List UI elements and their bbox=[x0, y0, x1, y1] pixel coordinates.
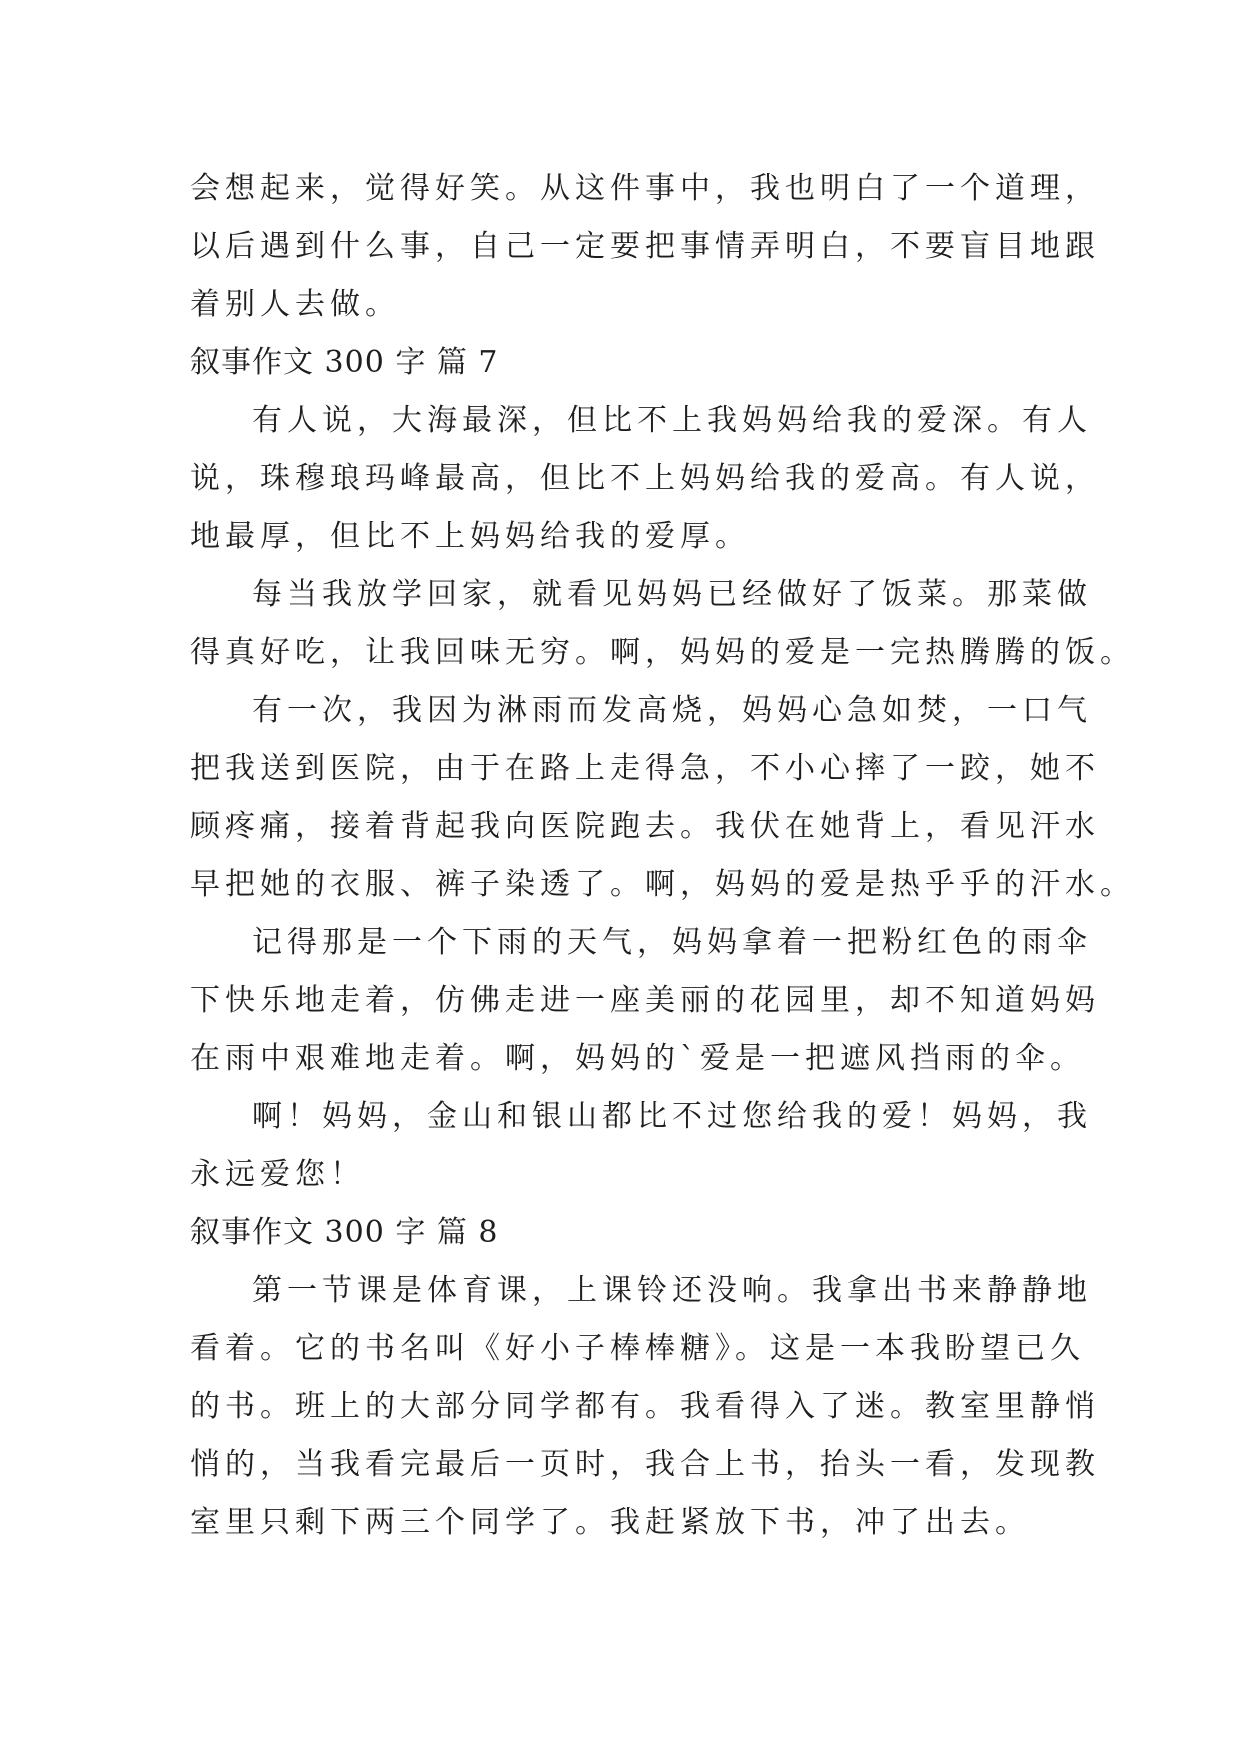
text-line: 地最厚，但比不上妈妈给我的爱厚。 bbox=[190, 519, 750, 554]
text-line: 得真好吃，让我回味无穷。啊，妈妈的爱是一完热腾腾的饭。 bbox=[190, 635, 1135, 670]
text-line: 的书。班上的大部分同学都有。我看得入了迷。教室里静悄 bbox=[190, 1389, 1100, 1424]
text-line: 室里只剩下两三个同学了。我赶紧放下书，冲了出去。 bbox=[190, 1505, 1030, 1540]
text-line: 永远爱您！ bbox=[190, 1157, 365, 1192]
paragraph-first-line: 第一节课是体育课，上课铃还没响。我拿出书来静静地 bbox=[252, 1273, 1092, 1308]
section-heading: 叙事作文 300 字 篇 8 bbox=[190, 1215, 499, 1250]
paragraph-first-line: 每当我放学回家，就看见妈妈已经做好了饭菜。那菜做 bbox=[252, 577, 1092, 612]
document-body bbox=[190, 160, 1135, 1552]
text-line: 把我送到医院，由于在路上走得急，不小心摔了一跤，她不 bbox=[190, 751, 1100, 786]
text-line: 在雨中艰难地走着。啊，妈妈的`爱是一把遮风挡雨的伞。 bbox=[190, 1041, 1085, 1076]
paragraph-first-line: 有一次，我因为淋雨而发高烧，妈妈心急如焚，一口气 bbox=[252, 693, 1092, 728]
text-line: 着别人去做。 bbox=[190, 287, 400, 322]
paragraph-first-line: 有人说，大海最深，但比不上我妈妈给我的爱深。有人 bbox=[252, 403, 1092, 438]
paragraph-first-line: 记得那是一个下雨的天气，妈妈拿着一把粉红色的雨伞 bbox=[252, 925, 1092, 960]
section-heading: 叙事作文 300 字 篇 7 bbox=[190, 345, 499, 380]
text-line: 看着。它的书名叫《好小子棒棒糖》。这是一本我盼望已久 bbox=[190, 1331, 1085, 1366]
text-line: 悄的，当我看完最后一页时，我合上书，抬头一看，发现教 bbox=[190, 1447, 1100, 1482]
paragraph-first-line: 啊！妈妈，金山和银山都比不过您给我的爱！妈妈，我 bbox=[252, 1099, 1092, 1134]
text-line: 说，珠穆琅玛峰最高，但比不上妈妈给我的爱高。有人说， bbox=[190, 461, 1100, 496]
text-line: 顾疼痛，接着背起我向医院跑去。我伏在她背上，看见汗水 bbox=[190, 809, 1100, 844]
text-line: 以后遇到什么事，自己一定要把事情弄明白，不要盲目地跟 bbox=[190, 229, 1100, 264]
text-line: 会想起来，觉得好笑。从这件事中，我也明白了一个道理， bbox=[190, 171, 1100, 206]
text-line: 早把她的衣服、裤子染透了。啊，妈妈的爱是热乎乎的汗水。 bbox=[190, 867, 1135, 902]
text-line: 下快乐地走着，仿佛走进一座美丽的花园里，却不知道妈妈 bbox=[190, 983, 1100, 1018]
